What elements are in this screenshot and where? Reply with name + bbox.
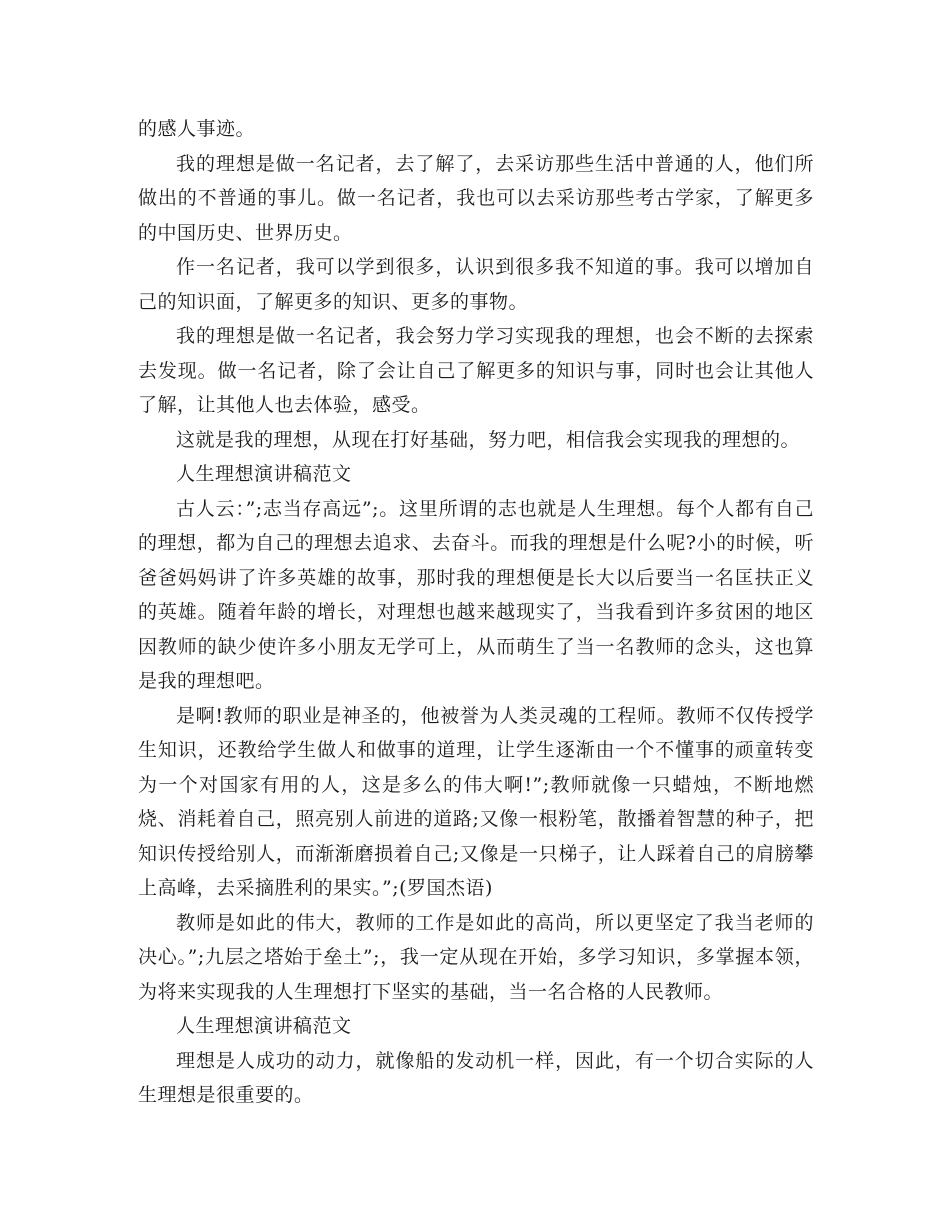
paragraph: 我的理想是做一名记者，我会努力学习实现我的理想，也会不断的去探索去发现。做一名记者，除了会让自己了解更多的知识与事，同时也会让其他人了解，让其他人也去体验，感受。: [138, 325, 814, 416]
section-heading: 人生理想演讲稿范文: [176, 1015, 352, 1037]
paragraph: 我的理想是做一名记者，去了解了，去采访那些生活中普通的人，他们所做出的不普通的事儿。做一名记者，我也可以去采访那些考古学家，了解更多的中国历史、世界历史。: [138, 152, 814, 244]
section-heading: 人生理想演讲稿范文: [176, 463, 352, 485]
paragraph: 是啊!教师的职业是神圣的，他被誉为人类灵魂的工程师。教师不仅传授学生知识，还教给学生做人和做事的道理，让学生逐渐由一个不懂事的顽童转变为一个对国家有用的人，这是多么的伟大啊!”;教师就像一只蜡烛，不断地燃烧、消耗着自己，照亮别人前进的道路;又像一根粉笔，散播着智慧的种子，把知识传授给别人，而渐渐磨损着自己;又像是一只梯子，让人踩着自己的肩膀攀上高峰，去采摘胜利的果实。”;(罗国杰语): [138, 704, 814, 899]
paragraph: 这就是我的理想，从现在打好基础，努力吧，相信我会实现我的理想的。: [176, 428, 801, 451]
document-body: [138, 112, 814, 1113]
paragraph: 作一名记者，我可以学到很多，认识到很多我不知道的事。我可以增加自己的知识面，了解更多的知识、更多的事物。: [138, 256, 814, 313]
paragraph: 古人云：”;志当存高远”;。这里所谓的志也就是人生理想。每个人都有自己的理想，都为自己的理想去追求、去奋斗。而我的理想是什么呢?小的时候，听爸爸妈妈讲了许多英雄的故事，那时我的理想便是长大以后要当一名匡扶正义的英雄。随着年龄的增长，对理想也越来越现实了，当我看到许多贫困的地区因教师的缺少使许多小朋友无学可上，从而萌生了当一名教师的念头，这也算是我的理想吧。: [138, 497, 814, 692]
paragraph-continuation: 的感人事迹。: [138, 118, 256, 140]
paragraph: 理想是人成功的动力，就像船的发动机一样，因此，有一个切合实际的人生理想是很重要的。: [138, 1049, 814, 1106]
paragraph: 教师是如此的伟大，教师的工作是如此的高尚，所以更坚定了我当老师的决心。”;九层之塔始于垒土”;，我一定从现在开始，多学习知识，多掌握本领，为将来实现我的人生理想打下坚实的基础，当一名合格的人民教师。: [138, 911, 814, 1003]
